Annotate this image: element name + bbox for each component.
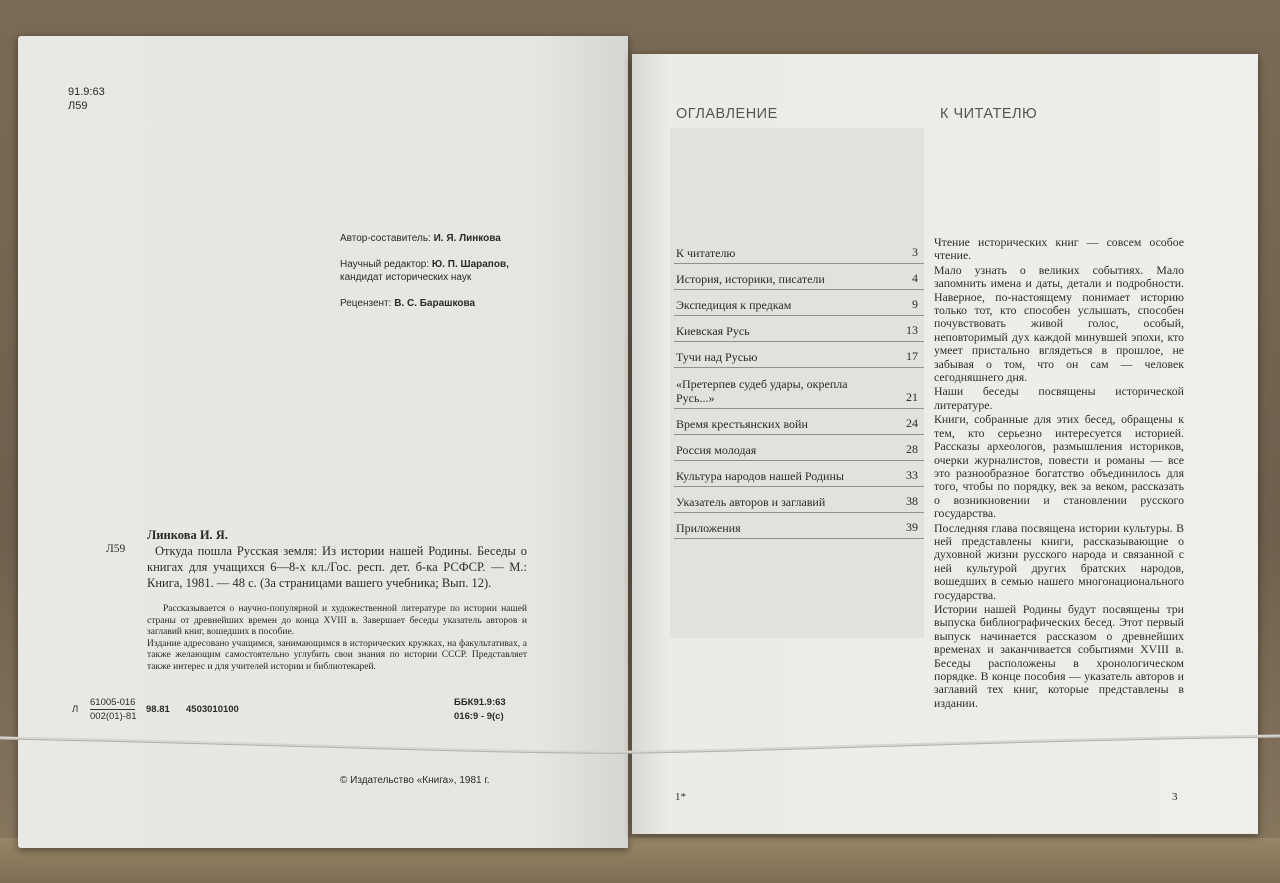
annotation-paragraph: Рассказывается о научно-популярной и художественной литературе по истории нашей страны от древнейших времен до конца XVIII в. Завершает беседы указатель авторов и заглавий книг, вошедших в пособие. [147,604,527,638]
toc-item-page: 21 [906,390,918,404]
toc-item [674,435,924,461]
reader-paragraph: Чтение исторических книг — совсем особое чтение. [934,235,1184,263]
toc-item-page: 9 [912,297,918,311]
toc-item-label: Россия молодая [676,443,757,457]
toc-item-page: 39 [906,520,918,534]
toc-item-page: 4 [912,271,918,285]
toc-item [674,409,924,435]
bbk-code: ББК91.9:63 [454,697,506,708]
toc-item-label: Приложения [676,521,741,535]
reader-paragraph: Книги, собранные для этих бесед, обращены к тем, кто серьезно интересуется историей. Рассказы археологов, размышления историков, очерки журналистов, повести и романы — все это разнообразное богатство объединилось для того, чтобы по порядку, век за веком, рассказать о возникновении и становлении русского государства. [934,412,1184,521]
biblio-record [147,527,527,591]
toc-item [674,316,924,342]
toc-item-page: 28 [906,442,918,456]
annotation-paragraph: Издание адресовано учащимся, занимающимся в исторических кружках, на факультативах, а также желающим самостоятельно углубить свои знания по истории СССР. Представляет также интерес и для учителей истории и библиотекарей. [147,638,527,672]
toc-item-label: Время крестьянских войн [676,417,808,431]
author-name: И. Я. Линкова [433,233,501,244]
toc-item [674,238,924,264]
reader-paragraph: Мало узнать о великих событиях. Мало запомнить имена и даты, детали и подробности. Наверное, по-настоящему понимает историю только тот, кто способен услышать, способен почувствовать живой голос, особый, неповторимый дух каждой минувшей эпохи, кто умеет пристально вглядеться в прошлое, не забывая о том, что он сам — человек сегодняшнего дня. [934,262,1184,385]
publication-numbers [72,697,532,727]
reviewer-name: В. С. Барашкова [394,298,476,309]
code-line: 91.9:63 [68,86,105,98]
toc-item-page: 24 [906,416,918,430]
toc-item [674,487,924,513]
toc-item-page: 3 [912,245,918,259]
toc-item-label: Указатель авторов и заглавий [676,495,826,509]
bookmark-string [0,732,1280,762]
annotation [147,604,527,674]
editor-label: Научный редактор: [340,259,430,270]
toc-item-label: «Претерпев судеб удары, окрепла Русь...» [676,377,848,405]
reader-text [934,236,1184,711]
toc-item [674,513,924,539]
reader-paragraph: Последняя глава посвящена истории культуры. В ней представлены книги, рассказывающие о духовной жизни русского народа и связанной с ней культурой других братских народов, вошедших в семью нашего многонационального государства. [934,520,1184,602]
toc-item [674,368,924,409]
toc-item-page: 33 [906,468,918,482]
toc-item-label: Культура народов нашей Родины [676,469,844,483]
author-label: Автор-составитель: [340,233,431,244]
publication-number: 4503010100 [186,704,239,715]
toc-item [674,342,924,368]
page-number: 3 [1172,791,1178,803]
toc-heading: ОГЛАВЛЕНИЕ [676,106,778,122]
toc-item-label: К читателю [676,246,736,260]
toc-item-page: 38 [906,494,918,508]
reader-paragraph: Наши беседы посвящены исторической литературе. [934,384,1184,412]
toc-item [674,461,924,487]
toc-item-label: Киевская Русь [676,324,750,338]
toc-item-page: 17 [906,349,918,363]
toc-item [674,264,924,290]
table-of-contents [674,238,924,539]
code-line: Л59 [68,100,88,112]
biblio-code: Л59 [106,543,126,555]
toc-item-label: Тучи над Русью [676,350,758,364]
bbk-subcode: 016:9 - 9(с) [454,711,504,722]
toc-item-page: 13 [906,323,918,337]
editor-name: Ю. П. Шарапов, [431,259,509,270]
biblio-description: Откуда пошла Русская земля: Из истории нашей Родины. Беседы о книгах для учащихся 6—8-х кл./Гос. респ. дет. б-ка РСФСР. — М.: Книга, 1981. — 48 с. (За страницами вашего учебника; Вып. 12). [147,544,527,590]
toc-item-label: История, историки, писатели [676,272,825,286]
credits-block [340,232,509,323]
reader-paragraph: Истории нашей Родины будут посвящены три выпуска библиографических бесед. Этот первый выпуск начинается рассказом о древнейших временах и заканчивается событиями XVIII в. Беседы расположены в хронологическом порядке. В конце пособия — указатель авторов и заглавий тех книг, которые представлены в издании. [934,601,1184,710]
reader-heading: К ЧИТАТЕЛЮ [940,106,1038,122]
reviewer-label: Рецензент: [340,298,392,309]
biblio-author: Линкова И. Я. [147,528,228,542]
classification-code [68,85,105,113]
price-code: 98.81 [146,704,170,715]
copyright: © Издательство «Книга», 1981 г. [340,775,490,786]
signature-mark: 1* [675,791,686,803]
toc-item-label: Экспедиция к предкам [676,298,792,312]
fraction-top: 61005-016 [90,697,136,708]
toc-item [674,290,924,316]
number-letter: Л [72,704,79,715]
editor-title: кандидат исторических наук [340,272,472,283]
fraction-bottom: 002(01)-81 [90,711,137,722]
